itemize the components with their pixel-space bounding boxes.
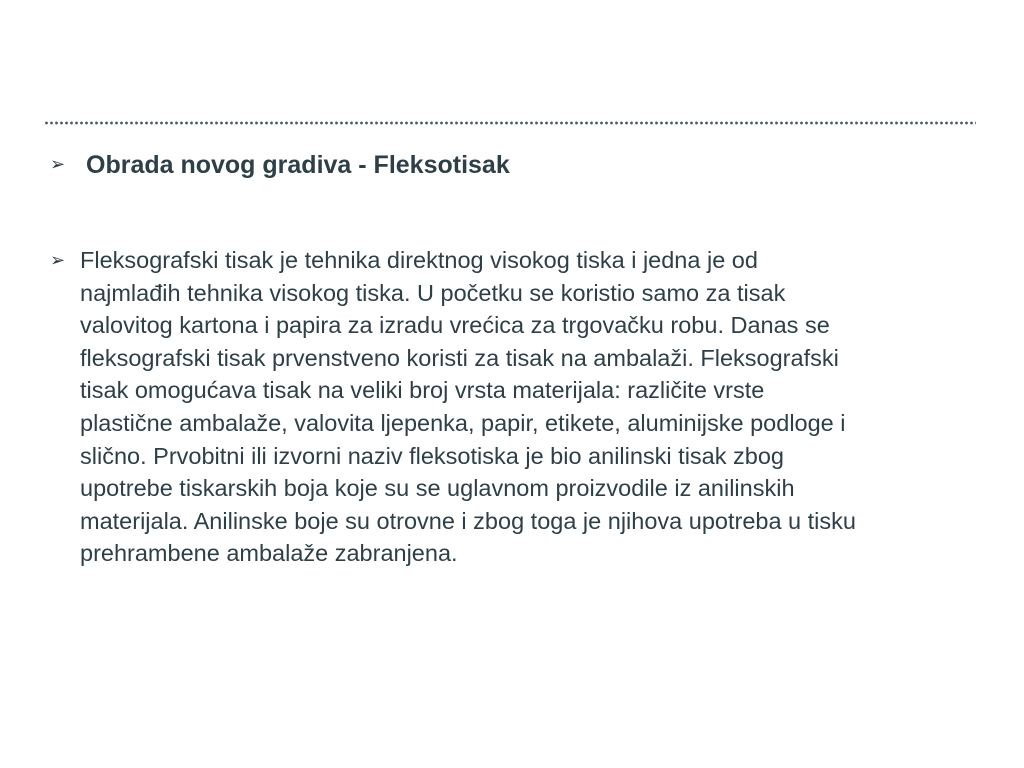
dotted-divider [44, 121, 976, 125]
paragraph-line: upotrebe tiskarskih boja koje su se uglavnom proizvodile iz anilinskih [80, 475, 795, 502]
paragraph-line: prehrambene ambalaže zabranjena. [80, 540, 458, 567]
arrow-bullet-icon: ➢ [50, 154, 66, 175]
paragraph-line: fleksografski tisak prvenstveno koristi za tisak na ambalaži. Fleksografski [80, 344, 839, 371]
paragraph-line: valovitog kartona i papira za izradu vrećica za trgovačku robu. Danas se [80, 312, 830, 339]
arrow-bullet-icon: ➢ [50, 250, 66, 271]
slide-heading: Obrada novog gradiva - Fleksotisak [86, 151, 510, 179]
paragraph-line: plastične ambalaže, valovita ljepenka, papir, etikete, aluminijske podloge i [80, 409, 846, 436]
paragraph-line: materijala. Anilinske boje su otrovne i zbog toga je njihova upotreba u tisku [80, 507, 856, 534]
paragraph-line: Fleksografski tisak je tehnika direktnog visokog tiska i jedna je od [80, 247, 758, 273]
body-paragraph [80, 244, 980, 570]
paragraph-line: najmlađih tehnika visokog tiska. U početku se koristio samo za tisak [80, 279, 786, 306]
paragraph-line: tisak omogućava tisak na veliki broj vrsta materijala: različite vrste [80, 377, 765, 404]
paragraph-line: slično. Prvobitni ili izvorni naziv fleksotiska je bio anilinski tisak zbog [80, 442, 784, 469]
